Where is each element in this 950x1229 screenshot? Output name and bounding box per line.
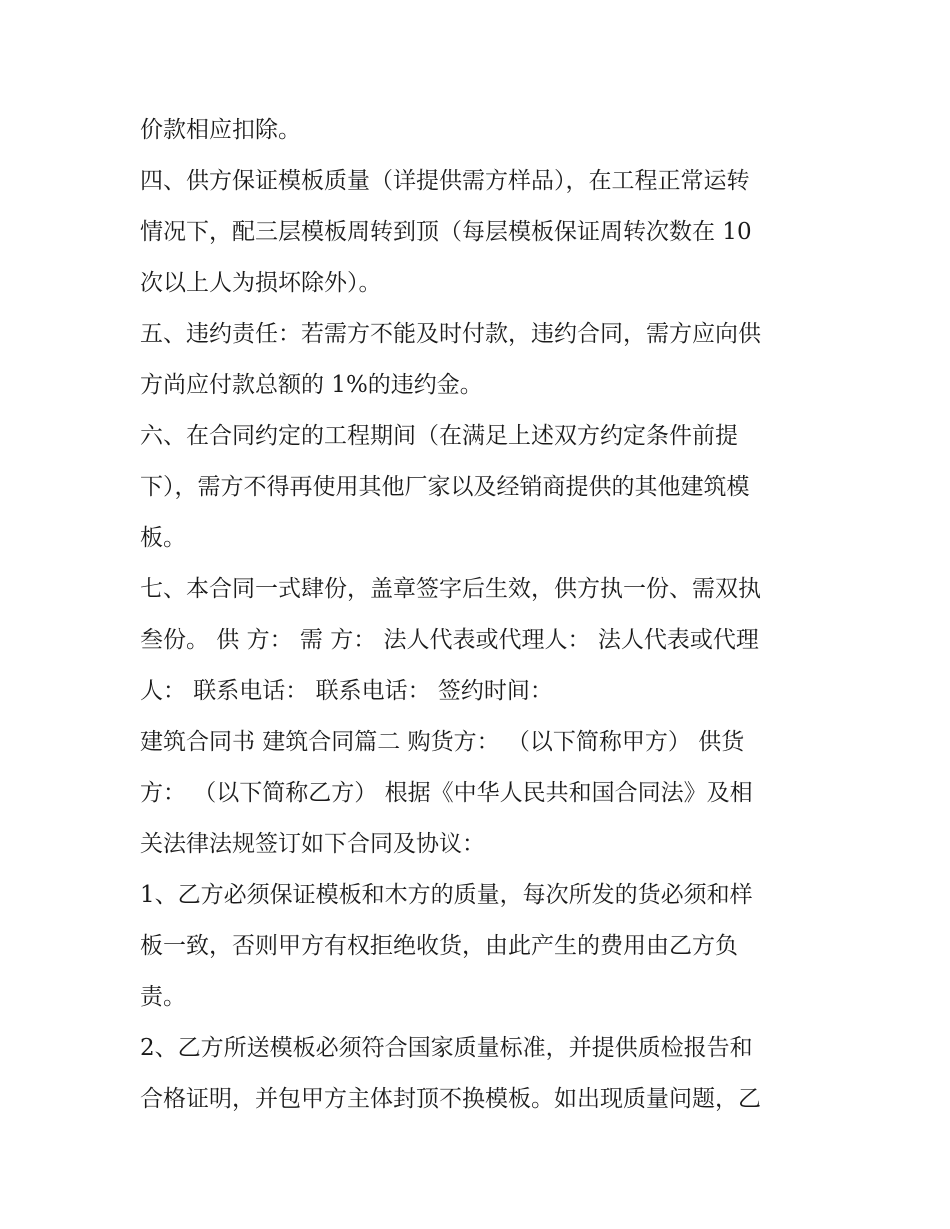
text-line-6: 方尚应付款总额的 1%的违约金。: [140, 372, 483, 398]
text-line-17: 板一致，否则甲方有权拒绝收货，由此产生的费用由乙方负: [140, 933, 738, 959]
text-line-4: 次以上人为损坏除外）。: [140, 270, 382, 296]
text-line-7: 六、在合同约定的工程期间（在满足上述双方约定条件前提: [140, 423, 738, 449]
text-line-12: 人： 联系电话： 联系电话： 签约时间：: [140, 678, 553, 704]
text-line-15: 关法律法规签订如下合同及协议：: [140, 831, 485, 857]
text-line-5: 五、违约责任：若需方不能及时付款，违约合同，需方应向供: [140, 321, 761, 347]
text-line-18: 责。: [140, 984, 186, 1010]
text-line-20: 合格证明，并包甲方主体封顶不换模板。如出现质量问题，乙: [140, 1086, 761, 1112]
text-line-14: 方： （以下简称乙方） 根据《中华人民共和国合同法》及相: [140, 780, 753, 806]
text-line-11: 叁份。 供 方： 需 方： 法人代表或代理人： 法人代表或代理: [140, 627, 759, 653]
text-line-2: 四、供方保证模板质量（详提供需方样品），在工程正常运转: [140, 168, 750, 194]
text-line-19: 2、乙方所送模板必须符合国家质量标准，并提供质检报告和: [140, 1035, 753, 1061]
text-line-13: 建筑合同书 建筑合同篇二 购货方： （以下简称甲方） 供货: [140, 729, 745, 755]
text-line-10: 七、本合同一式肆份，盖章签字后生效，供方执一份、需双执: [140, 576, 761, 602]
text-line-16: 1、乙方必须保证模板和木方的质量，每次所发的货必须和样: [140, 882, 753, 908]
text-line-1: 价款相应扣除。: [140, 117, 301, 143]
text-line-3: 情况下，配三层模板周转到顶（每层模板保证周转次数在 10: [140, 219, 752, 245]
text-line-8: 下），需方不得再使用其他厂家以及经销商提供的其他建筑模: [140, 474, 750, 500]
text-line-9: 板。: [140, 525, 186, 551]
